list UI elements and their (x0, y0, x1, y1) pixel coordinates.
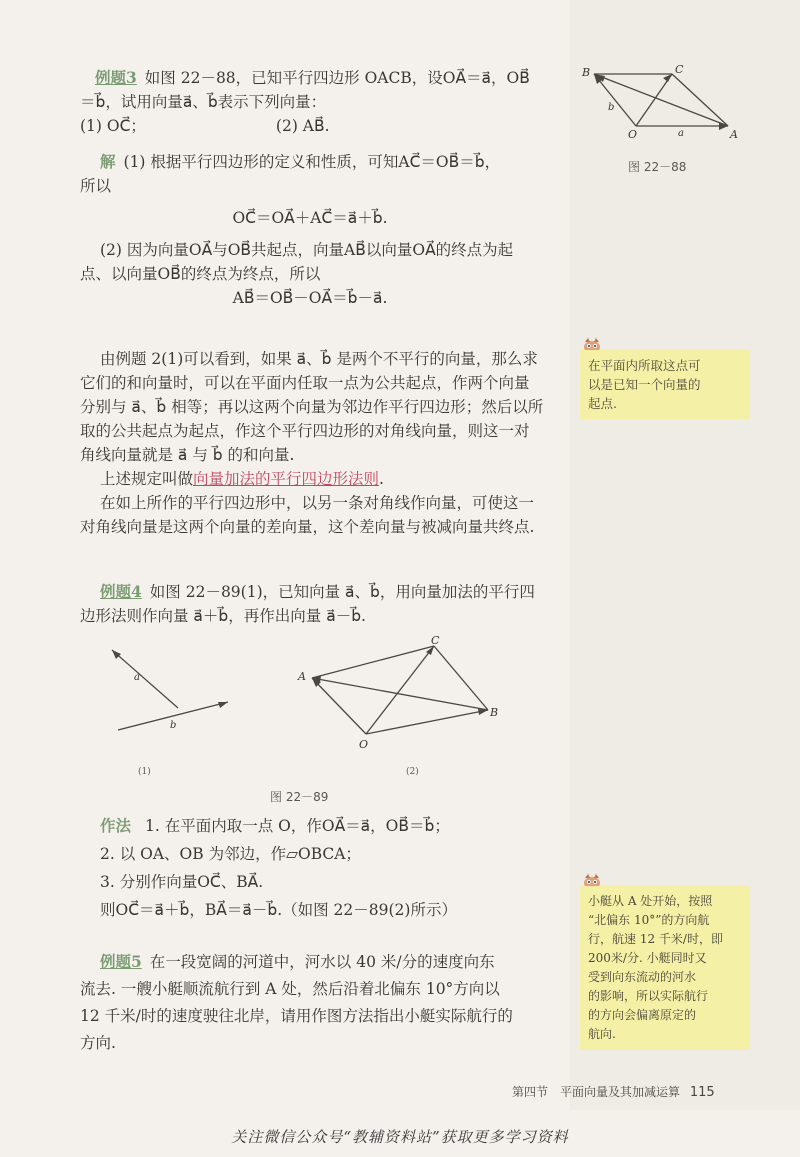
note-1-line3: 起点. (588, 396, 617, 411)
fig89-label-O: O (359, 738, 369, 751)
fig89-sub-2: (2) (406, 767, 419, 777)
vector-ab (594, 74, 728, 126)
paragraph-2-pre: 上述规定叫做 (100, 470, 194, 488)
solution-3-line1: (1) 根据平行四边形的定义和性质，可知AC⃗＝OB⃗＝b⃗， (123, 153, 501, 171)
example-5-line1: 在一段宽阔的河道中，河水以 40 米/分的速度向东 (149, 953, 495, 971)
note-2-line2: “北偏东 10°”的方向航 (588, 913, 710, 927)
fig89-sub-1: (1) (138, 767, 151, 777)
example-3-label: 例题3 (95, 68, 137, 87)
paragraph-2-post: . (379, 470, 384, 488)
example-4 (80, 580, 570, 628)
fig89-label-b: b (170, 720, 177, 731)
paragraph-1-line2: 它们的和向量时，可以在平面内任取一点为公共起点，作两个向量 (80, 374, 530, 392)
paragraph-3-line1: 在如上所作的平行四边形中，以另一条对角线作向量，可使这一 (100, 494, 535, 512)
arrowhead-ob (478, 709, 488, 715)
example-4-line1: 如图 22－89(1)，已知向量 a⃗、b⃗，用向量加法的平行四 (149, 583, 535, 601)
example-4-line2: 边形法则作向量 a⃗＋b⃗，再作出向量 a⃗－b⃗. (80, 607, 366, 625)
construction-steps (100, 814, 570, 922)
label-b: B (582, 66, 591, 79)
figure-22-88 (580, 60, 750, 150)
example-5-line4: 方向. (80, 1034, 116, 1052)
equation-oc: OC⃗＝OA⃗＋AC⃗＝a⃗＋b⃗. (232, 209, 388, 227)
solution-label: 解 (100, 152, 116, 171)
figure-22-88-caption: 图 22－88 (628, 160, 687, 174)
edge-ca (672, 74, 728, 126)
note-2-line7: 的方向会偏离原定的 (588, 1008, 697, 1022)
fig89-label-B: B (490, 706, 499, 719)
note-2-line1: 小艇从 A 处开始，按照 (588, 894, 713, 908)
paragraph-1-line5: 角线向量就是 a⃗ 与 b⃗ 的和向量. (80, 446, 295, 464)
figure-22-89 (100, 630, 540, 780)
label-c: C (675, 63, 684, 76)
label-vec-a: a (678, 128, 684, 139)
arrowhead-b-given (218, 702, 228, 708)
note-2-line8: 航向. (588, 1027, 616, 1041)
edge-ac (312, 646, 434, 678)
margin-note-2 (580, 886, 750, 1050)
note-2-line4: 200米/分. 小艇同时又 (588, 951, 707, 965)
method-result: 则OC⃗＝a⃗＋b⃗，BA⃗＝a⃗－b⃗.（如图 22－89(2)所示） (100, 901, 457, 919)
label-a: A (730, 128, 738, 141)
label-o: O (628, 128, 638, 141)
example-3-q1: (1) OC⃗； (80, 117, 146, 135)
solution-3-line1b: 所以 (80, 177, 112, 195)
paragraph-1-line1: 由例题 2(1)可以看到，如果 a⃗、b⃗ 是两个不平行的向量，那么求 (100, 350, 538, 368)
solution-3-line2: (2) 因为向量OA⃗与OB⃗共起点，向量AB⃗以向量OA⃗的终点为起 (100, 241, 514, 259)
running-footer (512, 1083, 715, 1100)
method-step-1: 1. 在平面内取一点 O，作OA⃗＝a⃗，OB⃗＝b⃗； (145, 817, 450, 835)
label-vec-b: b (608, 102, 615, 113)
footer-section: 第四节 平面向量及其加减运算 (512, 1085, 681, 1099)
vector-ob-2 (366, 710, 488, 734)
paragraph-2 (100, 467, 560, 491)
parallelogram-rule-term: 向量加法的平行四边形法则 (193, 470, 380, 488)
figure-22-89-caption: 图 22－89 (270, 790, 329, 804)
paragraph-1-line3: 分别与 a⃗、b⃗ 相等；再以这两个向量为邻边作平行四边形；然后以所 (80, 398, 544, 416)
vector-oc (636, 74, 672, 126)
example-5-label: 例题5 (100, 952, 142, 971)
example-5 (80, 948, 570, 1057)
note-1-line2: 以是已知一个向量的 (588, 377, 701, 392)
arrowhead-c (663, 74, 672, 82)
edge-cb (434, 646, 488, 710)
method-step-2: 2. 以 OA、OB 为邻边，作▱OBCA； (100, 845, 361, 863)
solution-3-line2b: 点、以向量OB⃗的终点为终点，所以 (80, 265, 321, 283)
paragraph-1-line4: 取的公共起点为起点，作这个平行四边形的对角线向量，则这一对 (80, 422, 530, 440)
watermark-caption: 关注微信公众号“教辅资料站”获取更多学习资料 (231, 1128, 569, 1146)
method-label: 作法 (100, 816, 132, 835)
equation-ab: AB⃗＝OB⃗－OA⃗＝b⃗－a⃗. (232, 289, 388, 307)
example-5-line3: 12 千米/时的速度驶往北岸，请用作图方法指出小艇实际航行的 (80, 1007, 513, 1025)
solution-3 (80, 150, 570, 310)
paragraph-3-line2: 对角线向量是这两个向量的差向量，这个差向量与被减向量共终点. (80, 518, 535, 536)
note-1-line1: 在平面内所取这点可 (588, 358, 701, 373)
fig89-label-a: a (134, 672, 140, 683)
margin-note-1 (580, 350, 750, 419)
note-2-line6: 的影响，所以实际航行 (588, 989, 709, 1003)
note-2-line5: 受到向东流动的河水 (588, 970, 697, 984)
example-4-label: 例题4 (100, 582, 142, 601)
example-3 (80, 66, 565, 138)
vector-a-given (112, 650, 178, 708)
example-5-line2: 流去. 一艘小艇顺流航行到 A 处，然后沿着北偏东 10°方向以 (80, 980, 500, 998)
method-step-3: 3. 分别作向量OC⃗、BA⃗. (100, 873, 264, 891)
example-3-line1: 如图 22－88，已知平行四边形 OACB，设OA⃗＝a⃗，OB⃗ (144, 69, 530, 87)
arrowhead-a (719, 122, 728, 130)
page-number: 115 (689, 1085, 715, 1100)
note-2-line3: 行，航速 12 千米/时，即 (588, 932, 723, 946)
example-3-line2: ＝b⃗，试用向量a⃗、b⃗表示下列向量： (80, 93, 327, 111)
fig89-label-A: A (298, 670, 306, 683)
paragraph-1 (80, 347, 560, 539)
example-3-q2: (2) AB⃗. (275, 117, 330, 135)
arrowhead-a-given (112, 650, 121, 659)
fig89-label-C: C (431, 634, 440, 647)
